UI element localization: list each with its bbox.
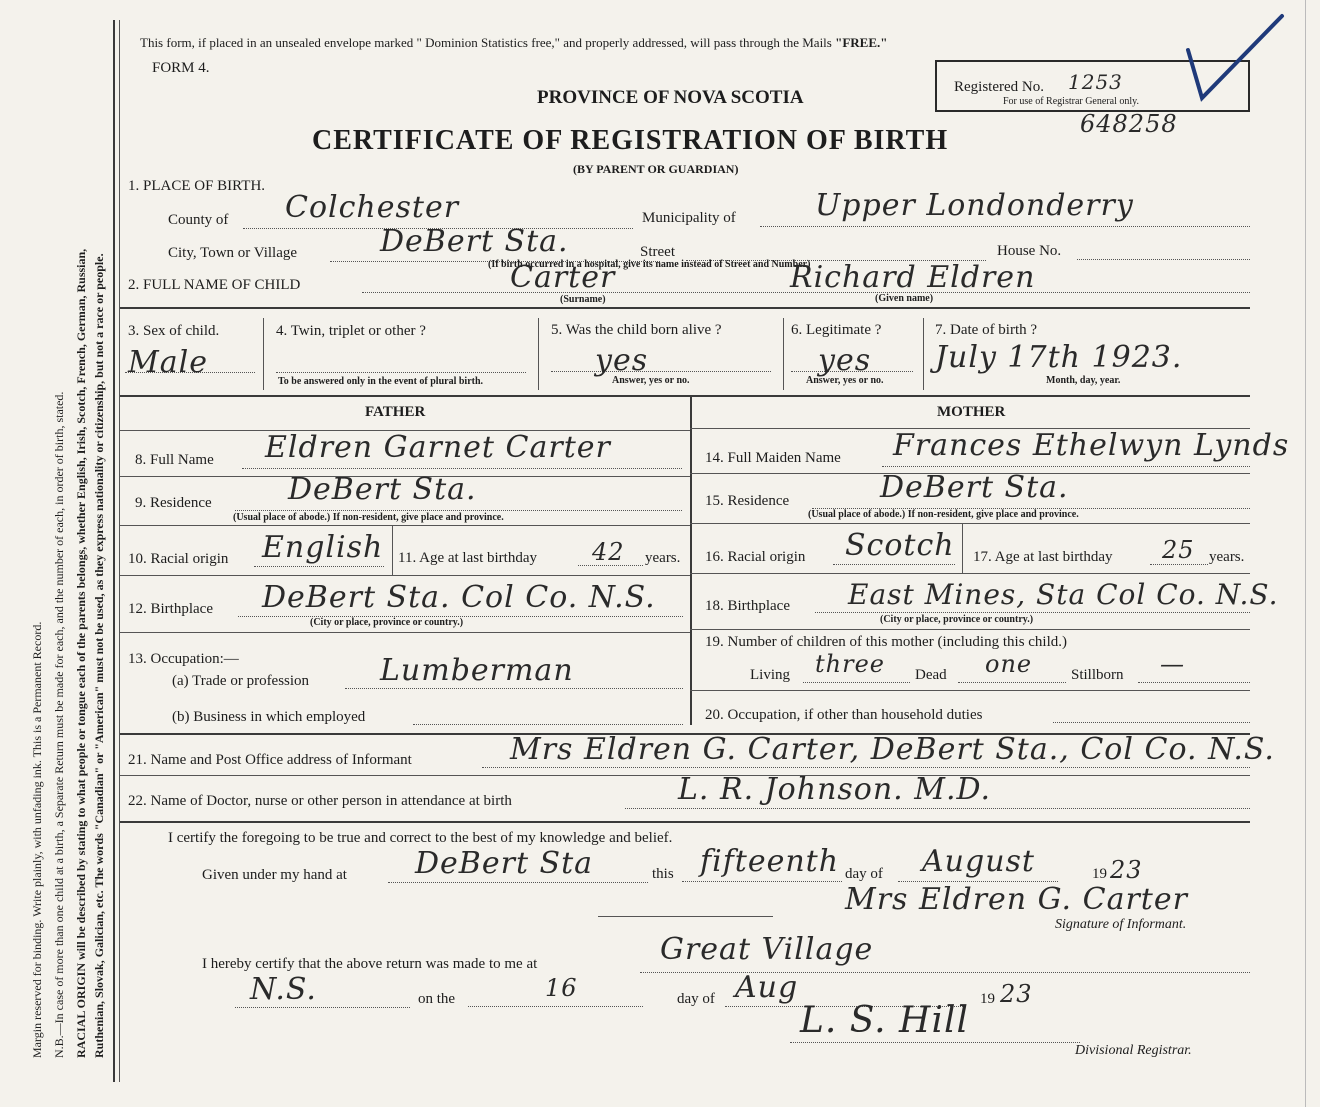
dob-value: July 17th 1923. bbox=[935, 340, 1183, 375]
municipality-label: Municipality of bbox=[642, 210, 736, 226]
legitimate-label: 6. Legitimate ? bbox=[791, 322, 882, 338]
father-heading: FATHER bbox=[365, 404, 426, 420]
child-surname-value: Carter bbox=[510, 260, 616, 295]
county-value: Colchester bbox=[285, 190, 460, 225]
registrar-use-note: For use of Registrar General only. bbox=[1003, 96, 1139, 107]
registrar-year-value: 23 bbox=[1000, 980, 1033, 1008]
mother-racial-label: 16. Racial origin bbox=[705, 549, 806, 565]
mother-residence-value: DeBert Sta. bbox=[880, 470, 1069, 505]
margin-note-binding: Margin reserved for binding. Write plainly, with unfading ink. This is a Permanent Record. bbox=[30, 621, 44, 1058]
certify-statement: I certify the foregoing to be true and correct to the best of my knowledge and belief. bbox=[168, 830, 673, 846]
mother-living-value: three bbox=[815, 650, 885, 678]
registrar-day-value: 16 bbox=[545, 974, 578, 1002]
margin-note-racial-origin-cont: Ruthenian, Slovak, Galician, etc. The words "Canadian" or "American" must not be used, as they express nationality or citizenship, but not a race or people. bbox=[92, 253, 106, 1058]
mother-occupation-label: 20. Occupation, if other than household duties bbox=[705, 707, 983, 723]
mother-children-label: 19. Number of children of this mother (including this child.) bbox=[705, 634, 1068, 650]
twin-label: 4. Twin, triplet or other ? bbox=[276, 323, 426, 339]
certify-month-value: August bbox=[922, 844, 1035, 879]
mother-name-label: 14. Full Maiden Name bbox=[705, 450, 841, 466]
father-birthplace-caption: (City or place, province or country.) bbox=[310, 617, 464, 628]
sex-label: 3. Sex of child. bbox=[128, 323, 220, 339]
dob-label: 7. Date of birth ? bbox=[935, 322, 1038, 338]
father-age-unit: years. bbox=[645, 550, 681, 566]
province-title: PROVINCE OF NOVA SCOTIA bbox=[537, 87, 804, 108]
father-name-label: 8. Full Name bbox=[135, 452, 214, 468]
on-the-label: on the bbox=[418, 991, 456, 1007]
certificate-subtitle: (BY PARENT OR GUARDIAN) bbox=[573, 162, 739, 176]
father-trade-value: Lumberman bbox=[380, 653, 574, 688]
mother-residence-label: 15. Residence bbox=[705, 493, 790, 509]
mother-stillborn-value: — bbox=[1160, 650, 1185, 678]
alive-value: yes bbox=[595, 343, 649, 378]
father-name-value: Eldren Garnet Carter bbox=[265, 430, 611, 465]
child-given-name-value: Richard Eldren bbox=[790, 260, 1036, 295]
county-label: County of bbox=[168, 212, 229, 228]
alive-caption: Answer, yes or no. bbox=[612, 375, 690, 386]
legitimate-value: yes bbox=[818, 343, 872, 378]
father-business-label: (b) Business in which employed bbox=[172, 709, 366, 725]
registrar-statement: I hereby certify that the above return was made to me at bbox=[202, 956, 538, 972]
father-racial-label: 10. Racial origin bbox=[128, 551, 229, 567]
registrar-place-value: Great Village bbox=[660, 932, 874, 967]
mother-birthplace-caption: (City or place, province or country.) bbox=[880, 614, 1034, 625]
informant-label: 21. Name and Post Office address of Informant bbox=[128, 752, 412, 768]
margin-note-racial-origin: RACIAL ORIGIN will be described by stating to what people or tongue each of the parents belongs, whether English, Irish, Scotch, French, German, Russian, bbox=[74, 248, 88, 1058]
father-residence-caption: (Usual place of abode.) If non-resident, give place and province. bbox=[233, 512, 504, 523]
mother-birthplace-value: East Mines, Sta Col Co. N.S. bbox=[848, 578, 1279, 611]
legitimate-caption: Answer, yes or no. bbox=[806, 375, 884, 386]
dob-caption: Month, day, year. bbox=[1046, 375, 1121, 386]
mother-heading: MOTHER bbox=[937, 404, 1006, 420]
certify-day-of-label: day of bbox=[845, 866, 883, 882]
father-residence-label: 9. Residence bbox=[135, 495, 212, 511]
doctor-label: 22. Name of Doctor, nurse or other person in attendance at birth bbox=[128, 793, 512, 809]
father-birthplace-value: DeBert Sta. Col Co. N.S. bbox=[262, 580, 656, 615]
informant-signature: Mrs Eldren G. Carter bbox=[845, 882, 1188, 917]
house-number-label: House No. bbox=[997, 243, 1062, 259]
stamp-number: 648258 bbox=[1080, 110, 1178, 138]
city-value: DeBert Sta. bbox=[380, 224, 569, 259]
this-label: this bbox=[652, 866, 674, 882]
given-under-hand-label: Given under my hand at bbox=[202, 867, 347, 883]
left-border-line bbox=[113, 20, 115, 1082]
right-page-edge bbox=[1305, 0, 1306, 1107]
place-of-birth-label: 1. PLACE OF BIRTH. bbox=[128, 178, 266, 194]
father-racial-value: English bbox=[262, 530, 384, 565]
mother-racial-value: Scotch bbox=[845, 528, 955, 563]
divisional-registrar-caption: Divisional Registrar. bbox=[1075, 1043, 1192, 1058]
sex-value: Male bbox=[128, 345, 208, 380]
father-birthplace-label: 12. Birthplace bbox=[128, 601, 213, 617]
father-age-label: 11. Age at last birthday bbox=[398, 550, 537, 566]
municipality-value: Upper Londonderry bbox=[815, 188, 1134, 223]
mother-age-unit: years. bbox=[1209, 549, 1245, 565]
mother-dead-value: one bbox=[985, 650, 1033, 678]
father-occupation-label: 13. Occupation:— bbox=[128, 651, 239, 667]
certificate-title: CERTIFICATE OF REGISTRATION OF BIRTH bbox=[312, 125, 949, 156]
certify-year-value: 23 bbox=[1110, 856, 1143, 884]
registrar-signature: L. S. Hill bbox=[800, 1000, 969, 1041]
checkmark-icon bbox=[1180, 10, 1290, 110]
registrar-province-value: N.S. bbox=[250, 972, 317, 1007]
mother-stillborn-label: Stillborn bbox=[1071, 667, 1124, 683]
mother-living-label: Living bbox=[750, 667, 790, 683]
mother-age-value: 25 bbox=[1162, 536, 1195, 564]
mother-birthplace-label: 18. Birthplace bbox=[705, 598, 790, 614]
mail-notice: This form, if placed in an unsealed envelope marked " Dominion Statistics free," and properly addressed, will pass through the Mails "FREE." bbox=[140, 35, 888, 50]
registrar-day-of-label: day of bbox=[677, 991, 715, 1007]
mother-dead-label: Dead bbox=[915, 667, 947, 683]
registrar-month-value: Aug bbox=[735, 970, 799, 1005]
father-trade-label: (a) Trade or profession bbox=[172, 673, 310, 689]
child-name-label: 2. FULL NAME OF CHILD bbox=[128, 277, 301, 293]
informant-value: Mrs Eldren G. Carter, DeBert Sta., Col Co. N.S. bbox=[510, 732, 1275, 767]
alive-label: 5. Was the child born alive ? bbox=[551, 322, 722, 338]
registered-label: Registered No. bbox=[954, 79, 1044, 95]
given-place-value: DeBert Sta bbox=[415, 846, 594, 881]
left-border-line-inner bbox=[119, 20, 120, 1082]
hospital-note: (If birth occurred in a hospital, give its name instead of Street and Number) bbox=[488, 259, 811, 270]
twin-note: To be answered only in the event of plural birth. bbox=[278, 376, 484, 387]
doctor-value: L. R. Johnson. M.D. bbox=[678, 772, 992, 807]
father-age-value: 42 bbox=[592, 538, 625, 566]
registrar-year-prefix: 19 bbox=[980, 991, 995, 1007]
mother-age-label: 17. Age at last birthday bbox=[973, 549, 1113, 565]
street-label: Street bbox=[640, 244, 675, 260]
given-name-caption: (Given name) bbox=[875, 293, 934, 304]
margin-note-multiple-births: N.B.—In case of more than one child at a birth, a Separate Return must be made for each, and the number of each, in order of birth, stated. bbox=[52, 391, 66, 1058]
certify-day-value: fifteenth bbox=[700, 844, 840, 879]
surname-caption: (Surname) bbox=[560, 294, 606, 305]
registered-value: 1253 bbox=[1068, 70, 1123, 94]
form-number: FORM 4. bbox=[152, 60, 210, 76]
city-label: City, Town or Village bbox=[168, 245, 298, 261]
certify-year-prefix: 19 bbox=[1092, 866, 1107, 882]
mother-residence-caption: (Usual place of abode.) If non-resident, give place and province. bbox=[808, 509, 1079, 520]
mother-name-value: Frances Ethelwyn Lynds bbox=[893, 428, 1290, 463]
father-residence-value: DeBert Sta. bbox=[288, 472, 477, 507]
signature-of-informant-caption: Signature of Informant. bbox=[1055, 917, 1187, 932]
